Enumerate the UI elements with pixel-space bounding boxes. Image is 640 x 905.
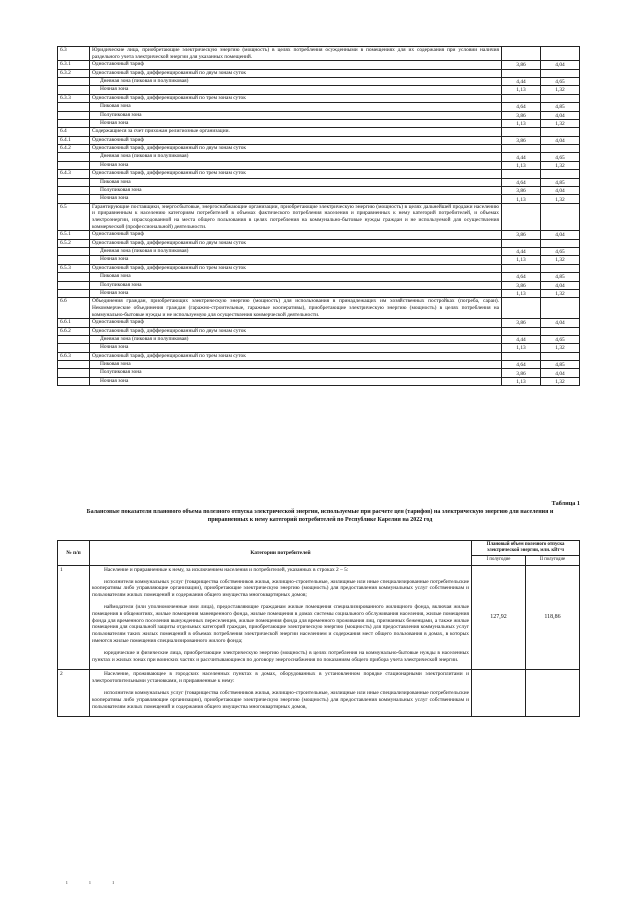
tariff-row	[58, 231, 580, 239]
tariff-value-h2: 1,32	[541, 344, 580, 352]
tariff-code: 6.4.3	[58, 170, 90, 178]
tariff-code	[58, 178, 90, 186]
tariff-row	[58, 69, 580, 77]
balance-paragraph: наймодатели (или уполномоченные ими лица), предоставляющие гражданам жилые помещения специализированного жилищного фонда, включая жилые помещения в общежитиях, жилые помещения маневренного фонда, жилые помещения в домах системы социального обслуживания населения, жилые помещения фонда для временного поселения вынужденных переселенцев, жилые помещения фонда для временного проживания лиц, признанных беженцами, а также жилые помещения для социальной защиты отдельных категорий граждан, приобретающие электрическую энергию (мощность) для предоставления коммунальных услуг пользователям таких жилых помещений в объемах потребления электрической энергии населением и содержания мест общего пользования в домах, в которых имеются жилые помещения специализированного жилого фонда;	[92, 603, 469, 644]
tariff-code	[58, 281, 90, 289]
tariff-code	[58, 187, 90, 195]
tariff-row	[58, 319, 580, 327]
tariff-value-h1: 3,86	[502, 61, 541, 69]
tariff-description: Одноставочный тариф, дифференцированный по двум зонам суток	[90, 239, 502, 247]
tariff-value-h1	[502, 94, 541, 102]
tariff-description: Дневная зона (пиковая и полупиковая)	[90, 153, 502, 161]
tariff-row	[58, 119, 580, 127]
tariff-code	[58, 103, 90, 111]
tariff-value-h1: 3,86	[502, 369, 541, 377]
scan-marks: ı ı ı	[66, 880, 125, 886]
tariff-row	[58, 103, 580, 111]
tariff-description: Юридические лица, приобретающие электрическую энергию (мощность) в целях потребления осужденными в помещениях для их содержания при условии наличия раздельного учета электрической энергии для указанных помещений.	[90, 47, 502, 61]
tariff-value-h2	[541, 170, 580, 178]
tariff-value-h2: 4,04	[541, 111, 580, 119]
balance-row-num: 2	[58, 670, 90, 717]
tariff-row	[58, 239, 580, 247]
tariff-value-h1: 3,86	[502, 319, 541, 327]
tariff-row	[58, 47, 580, 61]
tariff-description: Одноставочный тариф, дифференцированный по двум зонам суток	[90, 69, 502, 77]
tariff-code	[58, 335, 90, 343]
balance-row-category	[90, 670, 472, 717]
tariff-code: 6.3.3	[58, 94, 90, 102]
tariff-code	[58, 247, 90, 255]
tariff-value-h2: 1,32	[541, 119, 580, 127]
tariff-row	[58, 111, 580, 119]
tariff-code	[58, 119, 90, 127]
tariff-row	[58, 61, 580, 69]
tariff-value-h2	[541, 327, 580, 335]
tariff-code	[58, 195, 90, 203]
tariff-value-h2	[541, 352, 580, 360]
tariff-description: Пиковая зона	[90, 178, 502, 186]
tariff-code: 6.4	[58, 128, 90, 136]
table1-title: Балансовые показатели планового объема полезного отпуска электрической энергии, используемые при расчете цен (тарифов) на электрическую энергию для населения и приравненных к нему категорий потребителей по Республике Карелия на 2022 год	[86, 509, 554, 523]
tariff-code: 6.3.1	[58, 61, 90, 69]
tariff-value-h1	[502, 264, 541, 272]
tariff-code	[58, 369, 90, 377]
tariff-description: Одноставочный тариф, дифференцированный по трем зонам суток	[90, 94, 502, 102]
tariff-description: Ночная зона	[90, 161, 502, 169]
tariff-value-h2: 4,85	[541, 178, 580, 186]
tariff-value-h2: 4,04	[541, 281, 580, 289]
header-category: Категории потребителей	[90, 541, 472, 566]
balance-table-header-row	[58, 541, 580, 556]
tariff-value-h2: 4,85	[541, 273, 580, 281]
tariff-row	[58, 178, 580, 186]
tariff-value-h2: 4,04	[541, 369, 580, 377]
table1-caption: Таблица 1	[551, 500, 580, 507]
tariff-description: Пиковая зона	[90, 103, 502, 111]
tariff-code: 6.3	[58, 47, 90, 61]
tariff-code: 6.5.2	[58, 239, 90, 247]
tariff-value-h2: 4,65	[541, 77, 580, 85]
balance-paragraph: Население, проживающее в городских населенных пунктах в домах, оборудованных в установленном порядке стационарными электроплитами и электроотопительными установками, и приравненные к нему:	[92, 671, 469, 685]
tariff-row	[58, 86, 580, 94]
tariff-value-h1: 1,13	[502, 377, 541, 385]
tariff-value-h2	[541, 128, 580, 136]
tariff-row	[58, 256, 580, 264]
tariff-description: Одноставочный тариф, дифференцированный по двум зонам суток	[90, 145, 502, 153]
tariff-description: Полупиковая зона	[90, 111, 502, 119]
tariff-description: Одноставочный тариф, дифференцированный по трем зонам суток	[90, 170, 502, 178]
tariff-description: Одноставочный тариф	[90, 136, 502, 144]
balance-paragraph: исполнители коммунальных услуг (товарищества собственников жилья, жилищно-строительные, жилищные или иные специализированные потребительские кооперативы либо управляющие организации), приобретающие электрическую энергию (мощность) для предоставления коммунальных услуг собственникам и пользователям жилых помещений и содержания общего имущества многоквартирных домов;	[92, 578, 469, 599]
tariff-value-h2	[541, 264, 580, 272]
tariff-value-h2: 4,04	[541, 187, 580, 195]
balance-row	[58, 565, 580, 670]
tariff-value-h1: 4,44	[502, 77, 541, 85]
tariff-row	[58, 203, 580, 230]
tariff-code	[58, 377, 90, 385]
balance-value-h2	[526, 670, 580, 717]
tariff-value-h1: 3,86	[502, 281, 541, 289]
tariff-value-h1: 4,44	[502, 247, 541, 255]
tariff-code: 6.3.2	[58, 69, 90, 77]
tariff-row	[58, 335, 580, 343]
tariff-value-h2: 1,32	[541, 195, 580, 203]
tariff-value-h1: 4,44	[502, 153, 541, 161]
header-half2: II полугодие	[526, 556, 580, 566]
tariff-description: Пиковая зона	[90, 273, 502, 281]
tariff-description: Содержащиеся за счет прихожан религиозные организации.	[90, 128, 502, 136]
tariff-row	[58, 170, 580, 178]
tariff-description: Одноставочный тариф	[90, 319, 502, 327]
tariff-value-h2: 1,32	[541, 86, 580, 94]
tariff-description: Одноставочный тариф, дифференцированный по двум зонам суток	[90, 327, 502, 335]
tariff-code	[58, 153, 90, 161]
tariff-code: 6.4.1	[58, 136, 90, 144]
tariff-description: Ночная зона	[90, 256, 502, 264]
balance-row-category	[90, 565, 472, 670]
tariff-description: Ночная зона	[90, 289, 502, 297]
tariff-value-h1: 1,13	[502, 344, 541, 352]
balance-table	[57, 540, 580, 717]
tariff-description: Пиковая зона	[90, 361, 502, 369]
tariff-description: Одноставочный тариф	[90, 231, 502, 239]
tariff-table-body	[58, 47, 580, 386]
tariff-description: Полупиковая зона	[90, 187, 502, 195]
tariff-value-h1	[502, 128, 541, 136]
tariff-row	[58, 298, 580, 319]
tariff-value-h1	[502, 170, 541, 178]
tariff-description: Ночная зона	[90, 377, 502, 385]
tariff-row	[58, 136, 580, 144]
tariff-value-h2: 1,32	[541, 377, 580, 385]
tariff-code: 6.4.2	[58, 145, 90, 153]
tariff-value-h2	[541, 69, 580, 77]
tariff-code: 6.6	[58, 298, 90, 319]
tariff-description: Дневная зона (пиковая и полупиковая)	[90, 335, 502, 343]
tariff-description: Ночная зона	[90, 195, 502, 203]
tariff-code	[58, 111, 90, 119]
tariff-row	[58, 377, 580, 385]
balance-paragraph: исполнители коммунальных услуг (товарищества собственников жилья, жилищно-строительные, жилищные или иные специализированные потребительские кооперативы либо управляющие организации), приобретающие электрическую энергию (мощность) для предоставления коммунальных услуг собственникам и пользователям жилых помещений и содержания общего имущества многоквартирных домов,	[92, 689, 469, 710]
tariff-value-h1: 3,86	[502, 187, 541, 195]
tariff-code	[58, 86, 90, 94]
tariff-value-h1	[502, 145, 541, 153]
tariff-value-h1	[502, 239, 541, 247]
tariff-value-h2	[541, 94, 580, 102]
balance-value-h1	[472, 670, 526, 717]
tariff-value-h2: 4,04	[541, 231, 580, 239]
tariff-row	[58, 352, 580, 360]
tariff-row	[58, 247, 580, 255]
tariff-code: 6.6.1	[58, 319, 90, 327]
tariff-value-h2	[541, 145, 580, 153]
tariff-code: 6.6.3	[58, 352, 90, 360]
tariff-value-h2: 4,65	[541, 247, 580, 255]
header-half1: I полугодие	[472, 556, 526, 566]
tariff-value-h2: 4,85	[541, 103, 580, 111]
tariff-row	[58, 344, 580, 352]
tariff-row	[58, 361, 580, 369]
tariff-description: Полупиковая зона	[90, 369, 502, 377]
tariff-code: 6.5.3	[58, 264, 90, 272]
tariff-value-h2: 1,32	[541, 161, 580, 169]
tariff-row	[58, 195, 580, 203]
balance-value-h1: 127,92	[472, 565, 526, 670]
tariff-row	[58, 273, 580, 281]
tariff-value-h2	[541, 203, 580, 230]
tariff-value-h1: 4,64	[502, 273, 541, 281]
header-num: № п/п	[58, 541, 90, 566]
tariff-value-h1: 3,86	[502, 136, 541, 144]
tariff-description: Гарантирующие поставщики, энергосбытовые, энергоснабжающие организации, приобретающие электрическую энергию (мощность) в целях дальнейшей продажи населению и приравненным к населению категориям потребителей в объемах фактического потребления населения и приравненных к нему категорий потребителей, и объемах электроэнергии, израсходованной на места общего пользования в целях потребления на коммунально-бытовые нужды граждан и не используемой для осуществления коммерческой (профессиональной) деятельности.	[90, 203, 502, 230]
tariff-value-h1	[502, 298, 541, 319]
tariff-description: Ночная зона	[90, 86, 502, 94]
header-volume: Плановый объем полезного отпуска электрической энергии, млн. кВт·ч	[472, 541, 580, 556]
tariff-description: Ночная зона	[90, 344, 502, 352]
tariff-value-h2: 4,65	[541, 153, 580, 161]
tariff-code	[58, 289, 90, 297]
balance-row	[58, 670, 580, 717]
tariff-row	[58, 187, 580, 195]
tariff-code	[58, 77, 90, 85]
balance-value-h2: 118,86	[526, 565, 580, 670]
tariff-value-h1	[502, 327, 541, 335]
tariff-row	[58, 161, 580, 169]
tariff-value-h1: 1,13	[502, 119, 541, 127]
tariff-value-h2	[541, 239, 580, 247]
tariff-row	[58, 264, 580, 272]
tariff-description: Одноставочный тариф, дифференцированный по трем зонам суток	[90, 352, 502, 360]
balance-row-num: 1	[58, 565, 90, 670]
tariff-value-h2	[541, 47, 580, 61]
tariff-value-h2: 1,32	[541, 256, 580, 264]
tariff-description: Одноставочный тариф	[90, 61, 502, 69]
tariff-value-h2: 4,04	[541, 61, 580, 69]
tariff-row	[58, 128, 580, 136]
tariff-row	[58, 369, 580, 377]
tariff-description: Ночная зона	[90, 119, 502, 127]
balance-table-body	[58, 541, 580, 717]
tariff-code	[58, 161, 90, 169]
tariff-value-h2: 4,65	[541, 335, 580, 343]
tariff-code: 6.6.2	[58, 327, 90, 335]
tariff-row	[58, 94, 580, 102]
tariff-value-h1: 3,86	[502, 111, 541, 119]
tariff-row	[58, 289, 580, 297]
tariff-description: Дневная зона (пиковая и полупиковая)	[90, 247, 502, 255]
tariff-value-h1	[502, 69, 541, 77]
tariff-code	[58, 361, 90, 369]
tariff-value-h2: 4,04	[541, 319, 580, 327]
tariff-value-h1: 4,44	[502, 335, 541, 343]
tariff-value-h1: 1,13	[502, 195, 541, 203]
tariff-description: Одноставочный тариф, дифференцированный по трем зонам суток	[90, 264, 502, 272]
tariff-value-h2	[541, 298, 580, 319]
tariff-value-h1: 1,13	[502, 86, 541, 94]
tariff-value-h1: 4,64	[502, 178, 541, 186]
tariff-code	[58, 273, 90, 281]
tariff-value-h2: 1,32	[541, 289, 580, 297]
tariff-table	[57, 46, 580, 386]
tariff-value-h2: 4,85	[541, 361, 580, 369]
tariff-value-h1: 1,13	[502, 256, 541, 264]
tariff-value-h1	[502, 352, 541, 360]
tariff-row	[58, 145, 580, 153]
balance-paragraph: Население и приравненные к нему, за исключением населения и потребителей, указанных в строках 2 – 5:	[104, 566, 349, 573]
tariff-value-h1: 4,64	[502, 103, 541, 111]
tariff-code	[58, 256, 90, 264]
tariff-description: Полупиковая зона	[90, 281, 502, 289]
tariff-value-h2: 4,04	[541, 136, 580, 144]
tariff-value-h1	[502, 203, 541, 230]
tariff-code: 6.5	[58, 203, 90, 230]
tariff-value-h1	[502, 47, 541, 61]
tariff-value-h1: 1,13	[502, 289, 541, 297]
tariff-description: Дневная зона (пиковая и полупиковая)	[90, 77, 502, 85]
tariff-value-h1: 1,13	[502, 161, 541, 169]
tariff-code: 6.5.1	[58, 231, 90, 239]
tariff-row	[58, 281, 580, 289]
tariff-code	[58, 344, 90, 352]
tariff-value-h1: 4,64	[502, 361, 541, 369]
tariff-description: Объединения граждан, приобретающих электрическую энергию (мощность) для использования в принадлежащих им хозяйственных постройках (погреба, сараи). Некоммерческие объединения граждан (гаражно-строительные, гаражные кооперативы), приобретающие электрическую энергию (мощность) в целях потребления на коммунально-бытовые нужды и не используемую для осуществления коммерческой деятельности.	[90, 298, 502, 319]
tariff-row	[58, 153, 580, 161]
tariff-value-h1: 3,86	[502, 231, 541, 239]
tariff-row	[58, 327, 580, 335]
balance-paragraph: юридические и физические лица, приобретающие электрическую энергию (мощность) в целях потребления на коммунально-бытовые нужды в населенных пунктах и жилых зонах при воинских частях и рассчитывающиеся по договору энергоснабжения по показаниям общего прибора учета электрической энергии.	[92, 649, 469, 663]
tariff-row	[58, 77, 580, 85]
